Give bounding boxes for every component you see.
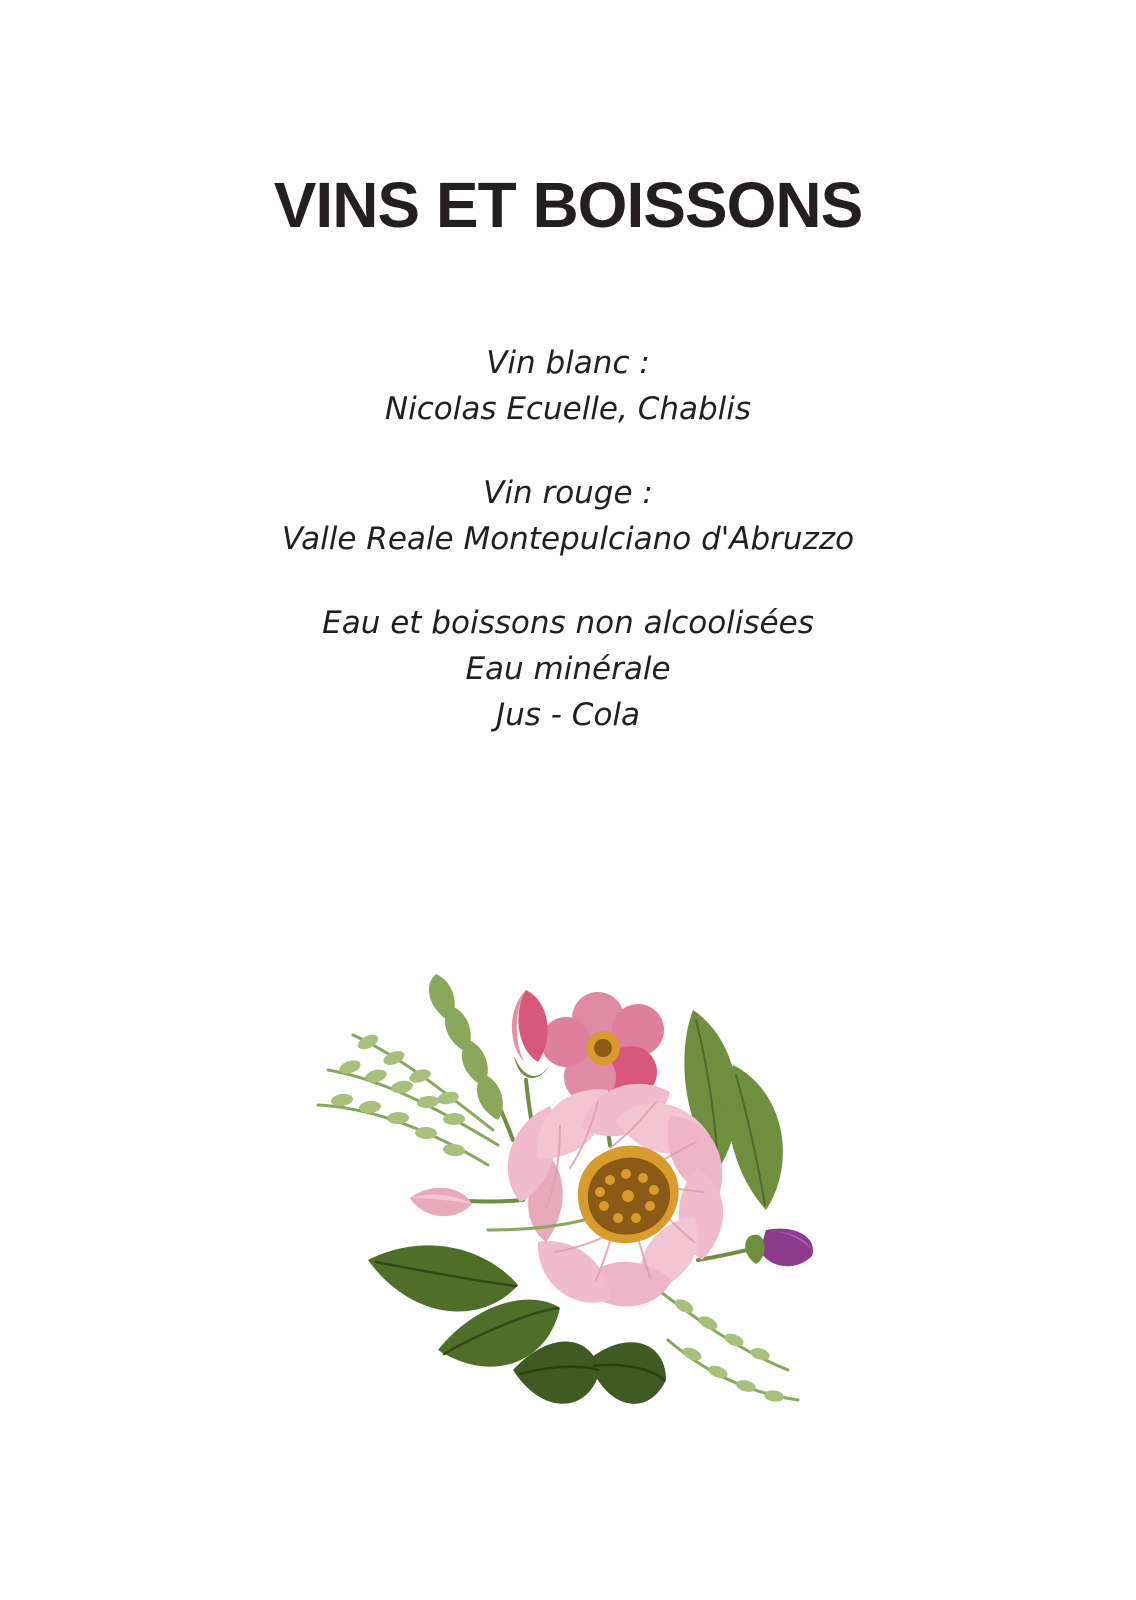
section-heading: Vin blanc : xyxy=(486,345,650,381)
menu-item: Nicolas Ecuelle, Chablis xyxy=(384,391,752,427)
page-title: VINS ET BOISSONS xyxy=(273,169,863,241)
section-red-wine xyxy=(0,470,1136,562)
section-heading: Eau et boissons non alcoolisées xyxy=(322,605,814,641)
section-non-alcoholic xyxy=(0,600,1136,738)
menu-item: Valle Reale Montepulciano d'Abruzzo xyxy=(281,521,855,557)
menu-item: Eau minérale xyxy=(465,651,671,687)
section-heading: Vin rouge : xyxy=(483,475,653,511)
floral-bouquet-icon xyxy=(298,930,838,1450)
menu-item: Jus - Cola xyxy=(495,697,641,733)
section-white-wine xyxy=(0,340,1136,432)
beverage-list xyxy=(0,340,1136,738)
